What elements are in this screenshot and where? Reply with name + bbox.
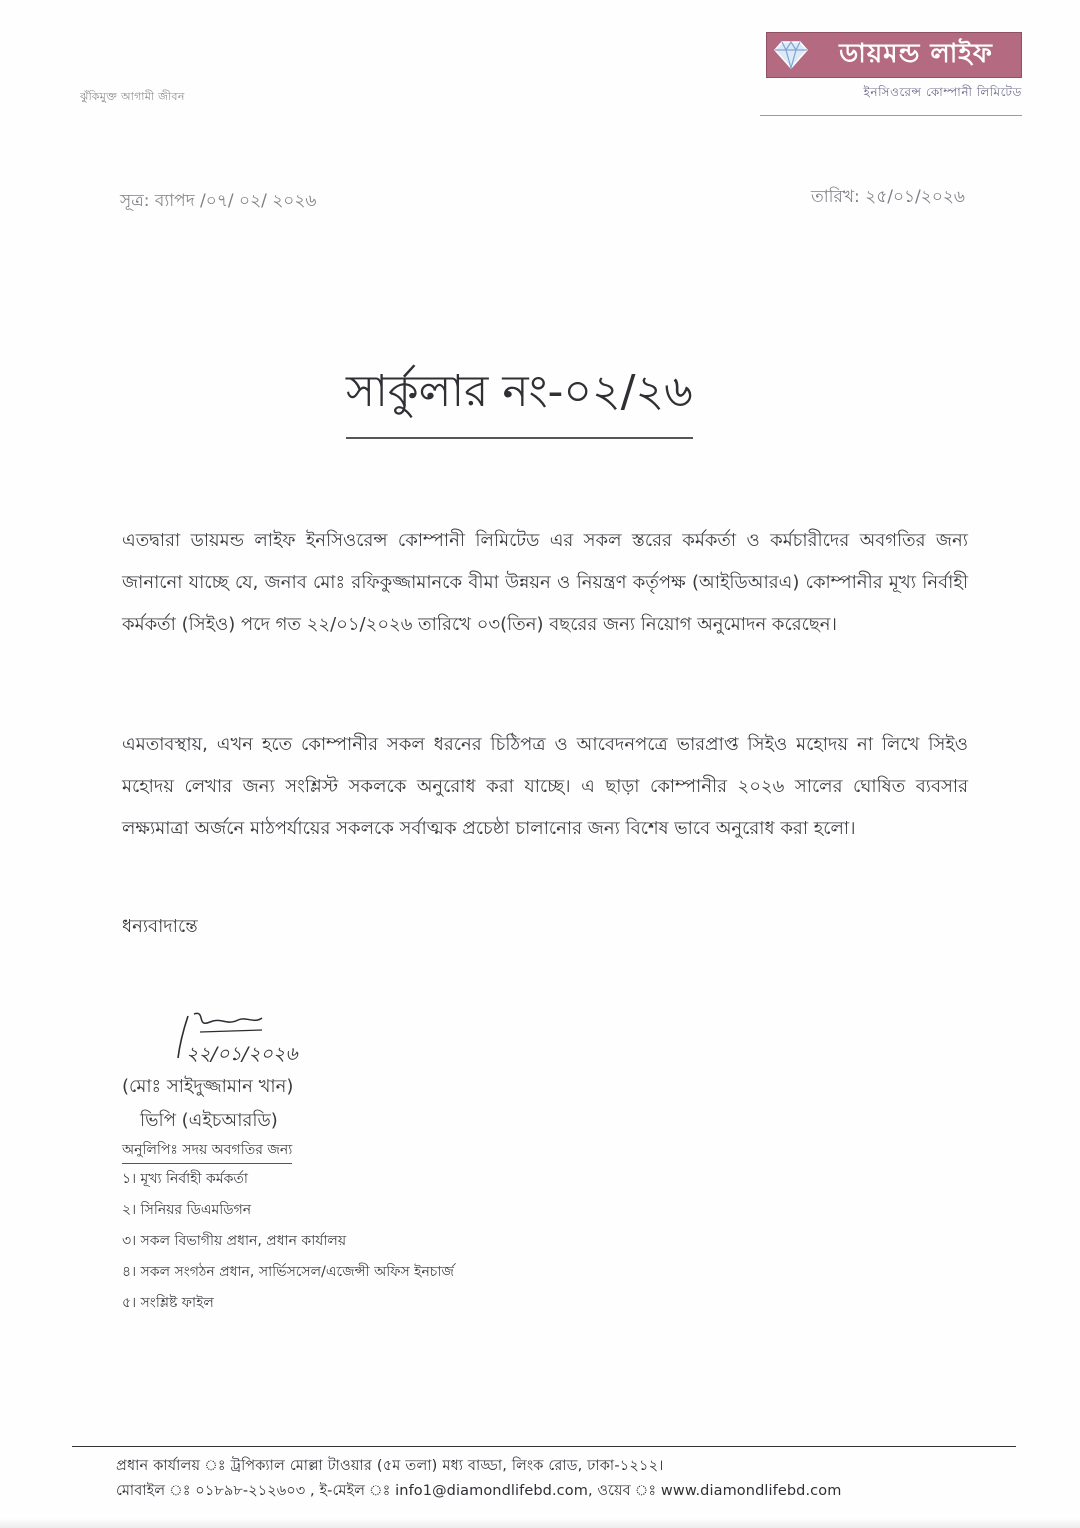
- header-tagline: ঝুঁকিমুক্ত আগামী জীবন: [80, 90, 185, 103]
- cc-item: ৪। সকল সংগঠন প্রধান, সার্ভিসসেল/এজেন্সী অফিস ইনচার্জ: [122, 1264, 454, 1280]
- footer-divider: [72, 1446, 1016, 1447]
- cc-item: ৫। সংশ্লিষ্ট ফাইল: [122, 1295, 214, 1311]
- cc-item: ২। সিনিয়র ডিএমডিগন: [122, 1202, 252, 1218]
- cc-item: ৩। সকল বিভাগীয় প্রধান, প্রধান কার্যালয়: [122, 1233, 347, 1249]
- cc-item: ১। মূখ্য নির্বাহী কর্মকর্তা: [122, 1171, 248, 1187]
- logo-subtitle: ইনসিওরেন্স কোম্পানী লিমিটেড: [863, 85, 1022, 99]
- logo-text: ডায়মন্ড লাইফ: [839, 39, 993, 69]
- cc-heading: অনুলিপিঃ সদয় অবগতির জন্য: [122, 1138, 292, 1164]
- diamond-icon: [771, 35, 811, 75]
- circular-title: সার্কুলার নং-০২/২৬: [346, 358, 693, 439]
- signer-designation: ভিপি (এইচআরডি): [140, 1110, 278, 1131]
- closing-salutation: ধন্যবাদান্তে: [122, 916, 198, 937]
- reference-number: সূত্র: ব্যাপদ /০৭/ ০২/ ২০২৬: [120, 191, 317, 211]
- footer-address: প্রধান কার্যালয় ঃ ট্রপিক্যাল মোল্লা টাওয়ার (৫ম তলা) মধ্য বাড্ডা, লিংক রোড, ঢাকা-১২১২।: [116, 1458, 664, 1474]
- signature-date: ২২/০১/২০২৬: [186, 1043, 298, 1065]
- footer-contact: মোবাইল ঃ ০১৮৯৮-২১২৬০৩ , ই-মেইল ঃ info1@diamondlifebd.com, ওয়েব ঃ www.diamondlifebd.com: [116, 1483, 842, 1499]
- letter-date: তারিখ: ২৫/০১/২০২৬: [810, 187, 965, 207]
- cc-list: [122, 1168, 454, 1323]
- body-paragraph-2: এমতাবস্থায়, এখন হতে কোম্পানীর সকল ধরনের চিঠিপত্র ও আবেদনপত্রে ভারপ্রাপ্ত সিইও মহোদয় না লিখে সিইও মহোদয় লেখার জন্য সংশ্লিস্ট সকলকে অনুরোধ করা যাচ্ছে। এ ছাড়া কোম্পানীর ২০২৬ সালের ঘোষিত ব্যবসার লক্ষ্যমাত্রা অর্জনে মাঠপর্যায়ের সকলকে সর্বাত্মক প্রচেষ্ঠা চালানোর জন্য বিশেষ ভাবে অনুরোধ করা হলো।: [122, 734, 968, 839]
- page-edge: [0, 1518, 1080, 1528]
- header-divider: [760, 115, 1022, 116]
- body-paragraph-1: এতদ্বারা ডায়মন্ড লাইফ ইনসিওরেন্স কোম্পানী লিমিটেড এর সকল স্তরের কর্মকর্তা ও কর্মচারীদের অবগতির জন্য জানানো যাচ্ছে যে, জনাব মোঃ রফিকুজ্জামানকে বীমা উন্নয়ন ও নিয়ন্ত্রণ কর্তৃপক্ষ (আইডিআরএ) কোম্পানীর মূখ্য নির্বাহী কর্মকর্তা (সিইও) পদে গত ২২/০১/২০২৬ তারিখে ০৩(তিন) বছরের জন্য নিয়োগ অনুমোদন করেছেন।: [122, 530, 968, 635]
- company-logo: [766, 32, 1022, 78]
- signer-name: (মোঃ সাইদুজ্জামান খান): [122, 1076, 294, 1097]
